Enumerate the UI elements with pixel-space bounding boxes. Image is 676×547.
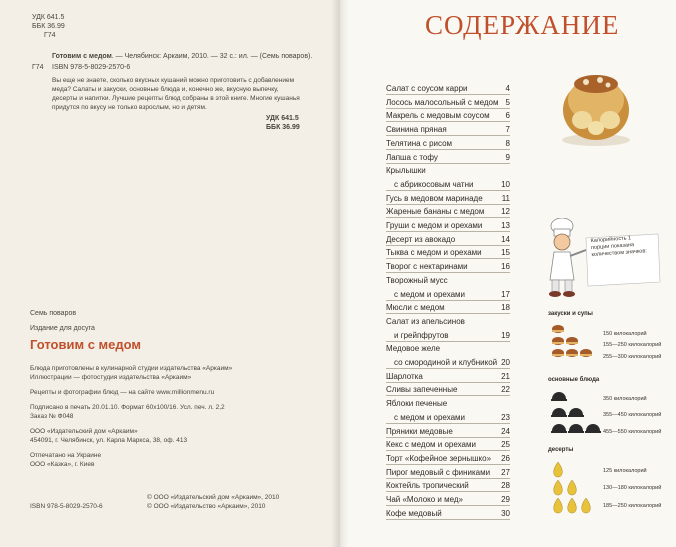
legend-main-2: 355—450 килокалорий [603,412,662,418]
toc-entry [386,357,510,369]
toc-entry [386,152,510,164]
printed-1: Отпечатано на Украине [30,452,102,459]
book-title: Готовим с медом [30,337,142,352]
toc-entry-title: Лапша с тофу [386,152,438,162]
toc-entry [386,426,510,438]
toc-entry [386,83,510,95]
toc-entry-page: 24 [501,426,510,436]
toc-entry-title: Торт «Кофейное зернышко» [386,453,492,463]
toc-entry [386,234,510,246]
toc-entry-page: 20 [501,358,510,367]
bbk: ББК 36.99 [32,23,65,30]
toc-entry [386,247,510,259]
legend-snacks-title: закуски и супы [548,311,593,317]
legend-desserts-2: 130—180 килокалорий [603,485,662,491]
toc-entry-title: Коктейль тропический [386,481,469,491]
bib-rest: . — Челябинск: Аркаим, 2010. — 32 с.: ил. — (Семь поваров). [111,53,313,60]
toc-entry-page: 21 [501,371,510,381]
toc-entry-title: с медом и орехами [394,412,466,422]
toc-entry-title: Десерт из авокадо [386,234,456,244]
toc-entry-title: Кекс с медом и орехами [386,440,476,450]
toc-entry-title: Сливы запеченные [386,385,458,395]
toc-entry [386,302,510,314]
chef-note: Калорийность 1 порции показана количеством значков: [590,235,648,259]
toc-entry-page: 5 [505,97,510,107]
series: Семь поваров [30,310,77,317]
toc-entry [386,110,510,122]
toc-entry-page: 29 [501,495,510,504]
toc-entry-page: 15 [501,248,510,258]
toc-entry-title: Макрель с медовым соусом [386,111,490,121]
legend-desserts-3: 185—250 килокалорий [603,503,662,509]
legend-desserts-title: десерты [548,447,574,453]
legend-main-3: 455—550 килокалорий [603,429,662,435]
toc-entry [386,467,510,479]
credits-line-1: Блюда приготовлены в кулинарной студии издательства «Аркаим» [30,365,233,372]
toc-entry-page: 30 [501,508,510,518]
toc-entry-page: 11 [501,193,510,203]
toc-entry-page: 22 [501,385,510,395]
toc-entry [386,206,510,218]
burger-icons [550,323,600,363]
credits-line-2: Иллюстрации — фотостудия издательства «Аркаим» [30,374,192,381]
toc-entry-page: 10 [501,179,510,189]
toc-entry [386,371,510,383]
legend-main-1: 350 килокалорий [603,396,647,402]
g74-inline: Г74 [32,64,44,71]
toc-entry [386,124,510,136]
toc-entry-page: 25 [501,440,510,450]
toc-entry-page: 13 [501,221,510,230]
toc-entry-title: Пирог медовый с финиками [386,467,491,477]
bbk-right: ББК 36.99 [266,124,300,131]
toc-entry-title: Груши с медом и орехами [386,221,483,230]
website: Рецепты и фотографии блюд — на сайте www.millionmenu.ru [30,389,215,396]
toc-entry [386,398,510,409]
toc-entry-page: 19 [501,330,510,340]
toc-entry-page: 4 [505,84,510,93]
g74-code: Г74 [44,32,56,39]
toc-entry [386,193,510,205]
page-gutter-shadow [331,0,349,547]
toc-entry-page: 28 [501,481,510,491]
toc-entry-title: с абрикосовым чатни [394,179,474,189]
toc-entry-title: Пряники медовые [386,426,453,436]
toc-entry [386,97,510,109]
toc-entry [386,316,510,327]
toc-entry-title: с медом и орехами [394,289,466,299]
contents-heading: СОДЕРЖАНИЕ [425,10,620,40]
publisher-1: ООО «Издательский дом «Аркаим» [30,428,138,435]
toc-entry-page: 26 [501,453,510,463]
toc-entry-title: Творог с нектаринами [386,262,468,272]
toc-entry-page: 8 [505,138,510,148]
toc-entry [386,494,510,506]
pear-icons [552,460,602,516]
toc-entry-title: Свинина пряная [386,125,447,135]
dish-photo [556,60,636,150]
legend-snacks-1: 150 килокалорий [603,331,647,337]
toc-entry-title: Крылышки [386,166,426,176]
udk: УДК 641.5 [32,14,65,21]
toc-entry [386,220,510,232]
legend-snacks-3: 255—300 килокалорий [603,354,662,360]
print-info-2: Заказ № Ф048 [30,413,74,420]
toc-entry [386,138,510,150]
toc-entry-title: Салат из апельсинов [386,316,465,326]
toc-entry [386,289,510,301]
bibliographic-line [52,52,312,61]
copyright-2: © ООО «Издательство «Аркаим», 2010 [147,503,266,510]
isbn-top: ISBN 978-5-8029-2570-6 [52,64,131,71]
toc-entry [386,439,510,451]
toc-entry-title: Чай «Молоко и мед» [386,495,463,504]
toc-entry-title: Тыква с медом и орехами [386,248,482,258]
cloche-icons [550,387,602,437]
toc-entry-title: Кофе медовый [386,508,442,518]
toc-entry [386,165,510,176]
toc-entry-title: Телятина с рисом [386,138,453,148]
toc-entry-page: 12 [501,207,510,217]
toc-entry [386,179,510,191]
toc-entry-title: Творожный мусс [386,275,448,285]
toc-entry-title: Лосось малосольный с медом [386,97,499,107]
publisher-2: 454091, г. Челябинск, ул. Карла Маркса, 38, оф. 413 [30,437,188,444]
toc-entry-title: Жареные бананы с медом [386,207,485,217]
edition: Издание для досуга [30,325,95,332]
toc-entry-page: 14 [501,234,510,244]
toc-entry [386,261,510,273]
bib-title: Готовим с медом [52,53,112,60]
toc-entry [386,330,510,342]
toc-entry-title: Шарлотка [386,371,423,381]
toc-entry-page: 6 [505,111,510,121]
toc-entry-title: и грейпфрутов [394,330,449,340]
toc-entry-title: Мюсли с медом [386,303,445,313]
annotation: Вы еще не знаете, сколько вкусных кушаний можно приготовить с добавлением меда? Салаты и закуски, основные блюда и, конечно же, вкусную выпечку, десерты и напитки. Лучшие рецепты блюд собраны в этой книге. Многие кушанья придутся по вкусу не только взрослым, но и детям. [52,77,300,111]
copyright-1: © ООО «Издательский дом «Аркаим», 2010 [147,494,280,501]
toc-entry-page: 27 [501,467,510,477]
toc-entry [386,384,510,396]
toc-entry-title: Яблоки печеные [386,399,448,409]
toc-entry-title: Гусь в медовом маринаде [386,193,483,203]
toc-entry-page: 17 [501,289,510,299]
toc-entry-page: 23 [501,412,510,422]
toc-entry [386,343,510,354]
udk-right: УДК 641.5 [266,115,299,122]
toc-entry [386,275,510,286]
printed-2: ООО «Казка», г. Киев [30,461,95,468]
toc-entry [386,480,510,492]
toc-entry-title: со смородиной и клубникой [394,358,498,367]
toc-entry-title: Медовое желе [386,344,441,354]
legend-snacks-2: 155—250 килокалорий [603,342,662,348]
legend-desserts-1: 125 килокалорий [603,468,647,474]
toc-entry [386,412,510,424]
toc-entry-title: Салат с соусом карри [386,84,468,93]
toc-entry [386,453,510,465]
print-info-1: Подписано в печать 20.01.10. Формат 60х100/16. Усл. печ. л. 2,2 [30,404,225,411]
isbn-bottom: ISBN 978-5-8029-2570-6 [30,503,103,510]
toc-entry-page: 7 [505,125,510,135]
toc-entry [386,508,510,520]
legend-main-title: основные блюда [548,377,600,383]
toc-entry-page: 9 [505,152,510,162]
toc-entry-page: 16 [501,262,510,272]
toc-entry-page: 18 [501,303,510,313]
